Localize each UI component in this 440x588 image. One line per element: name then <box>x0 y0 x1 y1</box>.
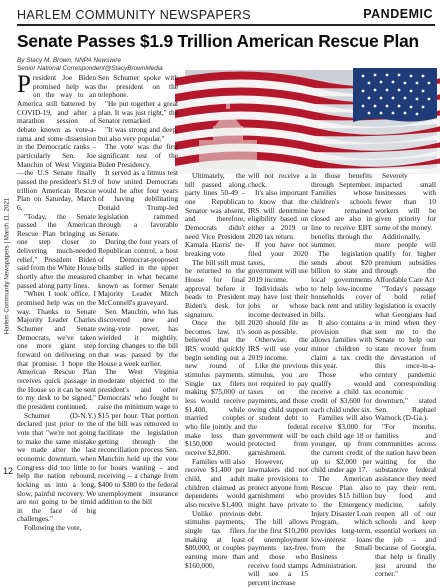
flag-graphic <box>185 70 437 169</box>
article-column-2 <box>98 74 178 507</box>
paragraph: resident Joe Biden promised help was on the way to an America still battered by COVID-19, and after a marathon session of debate known as vote-a-rama and some dissension in the Democratic ranks – particularly Sen. Joe Manchin of West Virginia—the U.S Senate finally passed the president's $1.9 trillion American Rescue Plan on Saturday, March 6. <box>17 73 96 212</box>
dropcap: P <box>17 71 31 98</box>
lead-paragraph <box>17 71 96 213</box>
byline <box>17 57 163 72</box>
paragraph: Once the bill becomes law, it's believed that the IRS would quickly begin sending out a new round of stimulus payments. Single tax filers making $75,000 or less would receive $1,400, while married couples who file jointly and make less than $150,000 would receive $2,800. <box>185 318 245 457</box>
paragraph: It served as a litmus test of how united Democrats would be after four years of having debilitating Donald Trump-led legislation rammed through a favorable Senate. <box>98 168 178 238</box>
paragraph: Families will also receive $1,400 per child, and adult children claimed as dependents would also receive $1,400. <box>185 456 245 509</box>
byline-author: By Stacy M. Brown, NNPA Newswire <box>17 57 122 64</box>
paragraph: During the four years of Republican control, a host of Democrat-proposed bills stalled in the upper chamber in what became known as former Senate Majority Leader Mitch McConnell's graveyard. <box>98 237 178 308</box>
paragraph: The West Virginia moderate objected to the president's and other Democrats' who fought to raise the minimum wage to $15 per hour. That portion of the bill was removed to facilitate the legislation getting through the reconciliation process Sen. Manchin held up the vote for hours wanting – and receiving – a change from $400 to $300 to the federal unemployment insurance addition to the bill <box>98 367 178 507</box>
paragraph: Ultimately, the bill passed along party lines 50-49 – one Republican Senator was absent, and therefore, Democrats didn't need Vice President Kamala Harris' tie-breaking vote <box>185 171 245 258</box>
page-number: 12 <box>3 466 14 476</box>
side-credit-text: Harlem Community Newspapers | March 11, 2021 <box>3 197 11 335</box>
paragraph: in those benefits through September. Families whose children's schools have remained closed are also in line to receive EBT benefits through the summer. <box>311 171 372 250</box>
paragraph: "When I took office, I promised help was on the way. Thanks to Senate Majority Leader Charles Schumer and Senate Democrats, we've taken one more giant step forward on delivering on that promise. I hope the American Rescue Plan receives quick passage in the House so it can be sent to my desk to be signed," the president continued. <box>17 289 96 411</box>
paragraph: Otherwise, the IRS will use your 2019 income. <box>248 335 308 362</box>
paragraph: Severely impacted small businesses with fewer than 10 workers will be given priority for some of the money. <box>375 171 436 232</box>
paragraph: "Today, the Senate passed the American Rescue Plan bringing us one step closer to delivering much-needed relief," President Biden said from the White House shortly after the measured passed along party lines. <box>17 211 96 290</box>
article-column-1 <box>17 71 96 533</box>
paragraph: If you have not filed your 2020 taxes, the government will use 2019 income. <box>248 240 308 284</box>
paragraph: Sen Schumer spoke with the president on the telephone. <box>98 73 178 100</box>
paragraph: However, lawmakers did not make provisions to protect anyone from garnishment who might have private debt. <box>248 456 308 518</box>
section-label: PANDEMIC <box>363 7 433 21</box>
paragraph: The American Rescue Plan also provides $15 billion to the Emergency Injury Disaster Loan Program, which provides long-term, low-interest loans from the Small Business Administration. <box>311 473 372 570</box>
paragraph: It also contains a provision that allows families with minor children to claim a tax credit this year. <box>311 318 372 371</box>
flag-canton <box>353 68 437 122</box>
paragraph: The vote was the first significant test of the Biden Presidency. <box>98 142 178 169</box>
paragraph: Individuals who may have lost their jobs or whose income decreased in 2020 should file as soon as possible. <box>248 283 308 336</box>
side-credit <box>1 66 13 466</box>
paragraph: "For months, families and communities across the nation have been waiting for the substantive federal assistance they need to pay their rent, buy food and medicine, safely reopen all of our schools and keep essential workers on the job – and because of Georgia, that help is finally just around the corner." <box>375 422 436 579</box>
paragraph: Unlike previous stimulus payments, single tax filers making at least $80,000, or couples earning more than $160,000, <box>185 508 245 570</box>
american-flag-photo <box>185 70 437 169</box>
article-column-3 <box>185 172 245 570</box>
paragraph: The bill still must be returned to the House for final approval before it heads to President Biden's desk for signature. <box>185 257 245 319</box>
article-column-4 <box>248 172 308 588</box>
article-headline: Senate Passes $1.9 Trillion American Rescue Plan <box>17 31 419 51</box>
paragraph: Additionally, more people will qualify for higher premium subsidies through the Affordable Care Act <box>375 231 436 284</box>
paragraph: The legislation sends about $20 billion to state and local governments to help low-income households cover back rent and utility bills. <box>311 248 372 319</box>
paragraph: It's also important to know that the IRS will determine eligibility based on either a 2019 or 2020 tax return. <box>248 188 308 241</box>
byline-title: Senior National Correspondent@StacyBrownMedia <box>17 64 163 72</box>
paragraph: Those who qualify would receive a child tax credit of $3,600 for each child under six. <box>311 370 372 414</box>
header-rule <box>17 24 435 26</box>
paragraph: Sen. Manchin, who has discovered new and swing-vote power, has wielded it mightily, forcing changes to the bill that was passed by the House a week earlier. <box>98 306 178 368</box>
running-head <box>17 6 435 24</box>
paragraph: Like the previous stimulus, you are not required to pay taxes on the payments, and those owing child support or student debt to the federal government will be protected from garnishment. <box>248 361 308 457</box>
paragraph: Families will also receive $3,000 for each child age 18 or younger, up from the current credit of up to $2,000 per child under age 17. <box>311 413 372 475</box>
article-column-6 <box>375 172 436 579</box>
paragraph: will not receive a check. <box>248 171 308 189</box>
paragraph: The bill allows for the first $10,200 of unemployment payments tax-free, and those who receive food stamps will see a 15 percent increase <box>248 517 308 587</box>
paragraph: "It was strong and deep, but also very popular." <box>98 124 178 143</box>
article-column-5 <box>311 172 372 570</box>
paragraph: Schumer (D-N.Y.) declared just prior to the vote that "we're not going to make the same mistake we made after the last economic downturn, when Congress did too little to help the nation rebound, locking us into a long, slow, painful recovery. We are not going to be timid in the face of big challenges." <box>17 410 96 524</box>
paragraph: "Today's passage of bold relief legislation is exactly what Georgians had in mind when they sent me to the Senate to help our state recover from the devastation of this once-in-a-century pandemic and corresponding economic downturn," stated Sen. Raphael Warnock (D-Ga.). <box>375 283 436 423</box>
paragraph: "He put together a great plan. It was just right," the Senator remarked <box>98 98 178 126</box>
paragraph: Following the vote, <box>24 523 82 533</box>
publication-name: HARLEM COMMUNITY NEWSPAPERS <box>17 8 251 22</box>
